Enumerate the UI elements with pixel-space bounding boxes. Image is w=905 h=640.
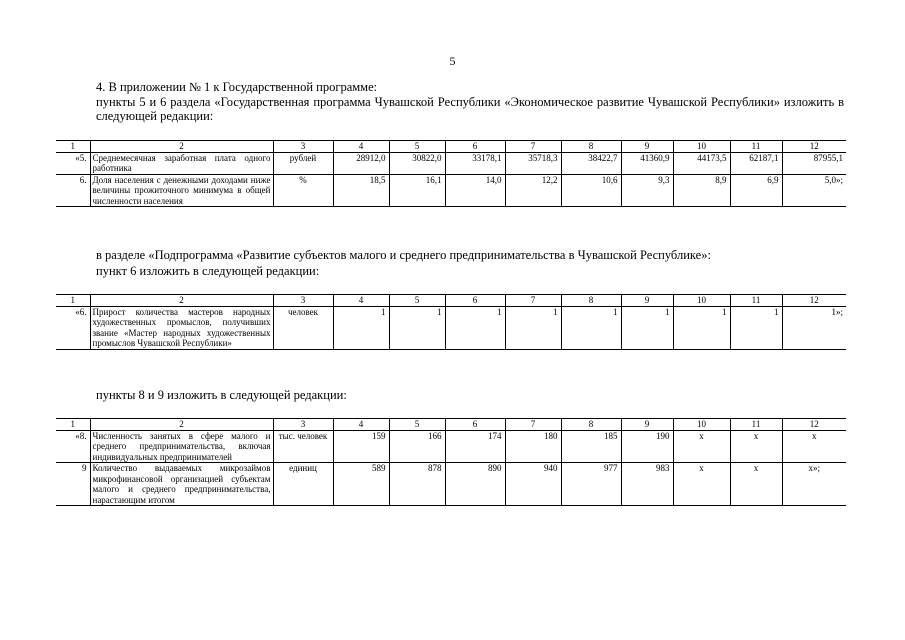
column-header-11: 11 (730, 295, 782, 307)
unit-cell: единиц (273, 463, 333, 506)
intro-line: 4. В приложении № 1 к Государственной программе: (96, 80, 378, 94)
indicator-name: Доля населения с денежными доходами ниже величины прожиточного минимума в общей численности населения (90, 174, 273, 207)
column-header-2: 2 (90, 141, 273, 153)
unit-cell: % (273, 174, 333, 207)
value-cell: x (730, 430, 782, 463)
value-cell: 1 (673, 306, 730, 349)
value-cell: 589 (333, 463, 389, 506)
value-cell: 62187,1 (730, 152, 782, 174)
value-cell: 1 (445, 306, 505, 349)
column-header-8: 8 (561, 419, 621, 431)
table-header-row (56, 295, 846, 307)
value-cell: 1»; (782, 306, 846, 349)
row-number: «8. (56, 430, 90, 463)
value-cell: 14,0 (445, 174, 505, 207)
value-cell: 977 (561, 463, 621, 506)
value-cell: 6,9 (730, 174, 782, 207)
value-cell: x»; (782, 463, 846, 506)
value-cell: 159 (333, 430, 389, 463)
column-header-4: 4 (333, 295, 389, 307)
column-header-11: 11 (730, 419, 782, 431)
column-header-10: 10 (673, 141, 730, 153)
column-header-10: 10 (673, 419, 730, 431)
value-cell: 166 (389, 430, 445, 463)
column-header-6: 6 (445, 295, 505, 307)
row-number: 6. (56, 174, 90, 207)
indicator-name: Среднемесячная заработная плата одного работника (90, 152, 273, 174)
table-header-row (56, 419, 846, 431)
row-number: 9 (56, 463, 90, 506)
column-header-9: 9 (621, 295, 673, 307)
section2-heading-line1: в разделе «Подпрограмма «Развитие субъектов малого и среднего предпринимательства в Чувашской Республике»: (96, 248, 711, 262)
unit-cell: рублей (273, 152, 333, 174)
value-cell: 1 (561, 306, 621, 349)
column-header-8: 8 (561, 141, 621, 153)
column-header-11: 11 (730, 141, 782, 153)
column-header-10: 10 (673, 295, 730, 307)
value-cell: x (673, 430, 730, 463)
table-row (56, 152, 846, 174)
value-cell: 35718,3 (505, 152, 561, 174)
column-header-2: 2 (90, 295, 273, 307)
value-cell: 1 (505, 306, 561, 349)
column-header-7: 7 (505, 295, 561, 307)
column-header-12: 12 (782, 295, 846, 307)
table-section3 (56, 418, 846, 506)
value-cell: 41360,9 (621, 152, 673, 174)
value-cell: 1 (730, 306, 782, 349)
value-cell: 174 (445, 430, 505, 463)
section2-heading-line2: пункт 6 изложить в следующей редакции: (96, 264, 320, 278)
column-header-1: 1 (56, 419, 90, 431)
column-header-7: 7 (505, 141, 561, 153)
section3-heading: пункты 8 и 9 изложить в следующей редакции: (96, 388, 347, 402)
column-header-9: 9 (621, 141, 673, 153)
value-cell: 185 (561, 430, 621, 463)
value-cell: 28912,0 (333, 152, 389, 174)
page-number: 5 (449, 54, 456, 68)
table-row (56, 174, 846, 207)
value-cell: 10,6 (561, 174, 621, 207)
value-cell: x (673, 463, 730, 506)
column-header-12: 12 (782, 419, 846, 431)
indicator-name: Прирост количества мастеров народных художественных промыслов, получивших звание «Мастер народных художественных промыслов Чувашской Республики» (90, 306, 273, 349)
column-header-3: 3 (273, 295, 333, 307)
value-cell: 87955,1 (782, 152, 846, 174)
value-cell: 38422,7 (561, 152, 621, 174)
column-header-3: 3 (273, 419, 333, 431)
column-header-9: 9 (621, 419, 673, 431)
column-header-8: 8 (561, 295, 621, 307)
table-row (56, 463, 846, 506)
column-header-3: 3 (273, 141, 333, 153)
table-header-row (56, 141, 846, 153)
column-header-4: 4 (333, 141, 389, 153)
column-header-2: 2 (90, 419, 273, 431)
column-header-1: 1 (56, 141, 90, 153)
value-cell: 983 (621, 463, 673, 506)
table-row (56, 430, 846, 463)
value-cell: 33178,1 (445, 152, 505, 174)
value-cell: 940 (505, 463, 561, 506)
value-cell: x (730, 463, 782, 506)
column-header-5: 5 (389, 141, 445, 153)
indicator-name: Количество выдаваемых микрозаймов микрофинансовой организацией субъектам малого и среднего предпринимательства, нарастающим итогом (90, 463, 273, 506)
table-row (56, 306, 846, 349)
column-header-5: 5 (389, 295, 445, 307)
value-cell: 12,2 (505, 174, 561, 207)
column-header-5: 5 (389, 419, 445, 431)
value-cell: 1 (389, 306, 445, 349)
row-number: «6. (56, 306, 90, 349)
value-cell: 44173,5 (673, 152, 730, 174)
value-cell: 878 (389, 463, 445, 506)
value-cell: 190 (621, 430, 673, 463)
table-section1 (56, 140, 846, 207)
value-cell: 890 (445, 463, 505, 506)
indicator-name: Численность занятых в сфере малого и среднего предпринимательства, включая индивидуальных предпринимателей (90, 430, 273, 463)
column-header-12: 12 (782, 141, 846, 153)
section1-heading: пункты 5 и 6 раздела «Государственная программа Чувашской Республики «Экономическое развитие Чувашской Республики» изложить в следующей редакции: (96, 95, 844, 123)
row-number: «5. (56, 152, 90, 174)
value-cell: 16,1 (389, 174, 445, 207)
value-cell: 8,9 (673, 174, 730, 207)
value-cell: 5,0»; (782, 174, 846, 207)
value-cell: 1 (621, 306, 673, 349)
unit-cell: человек (273, 306, 333, 349)
value-cell: 30822,0 (389, 152, 445, 174)
value-cell: 18,5 (333, 174, 389, 207)
value-cell: 1 (333, 306, 389, 349)
unit-cell: тыс. человек (273, 430, 333, 463)
column-header-6: 6 (445, 141, 505, 153)
value-cell: 9,3 (621, 174, 673, 207)
value-cell: 180 (505, 430, 561, 463)
column-header-7: 7 (505, 419, 561, 431)
table-section2 (56, 294, 846, 350)
value-cell: x (782, 430, 846, 463)
column-header-4: 4 (333, 419, 389, 431)
column-header-1: 1 (56, 295, 90, 307)
column-header-6: 6 (445, 419, 505, 431)
